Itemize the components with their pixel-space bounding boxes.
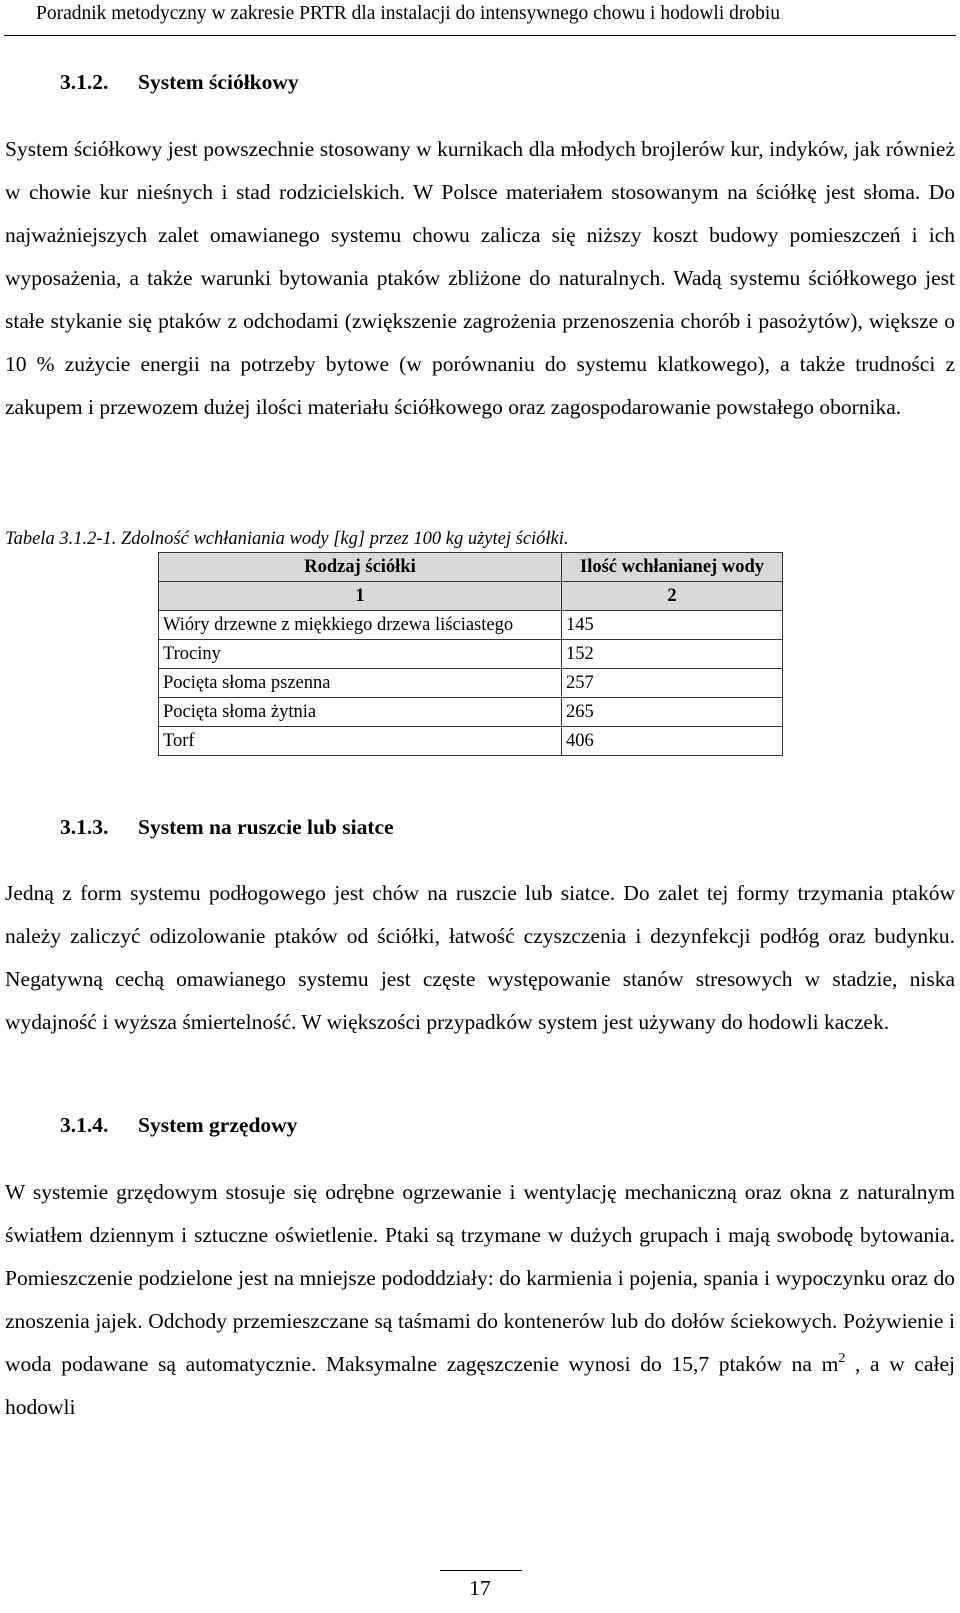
superscript-2: 2	[838, 1351, 846, 1366]
section-313-title: System na ruszcie lub siatce	[138, 815, 394, 839]
table-row	[159, 640, 783, 669]
section-313-paragraph: Jedną z form systemu podłogowego jest chów na ruszcie lub siatce. Do zalet tej formy trzymania ptaków należy zaliczyć odizolowanie ptaków od ściółki, łatwość czyszczenia i dezynfekcji podłóg oraz budynku. Negatywną cechą omawianego systemu jest częste występowanie stanów stresowych w stadzie, niska wydajność i wyższa śmiertelność. W większości przypadków system jest używany do hodowli kaczek.	[5, 881, 955, 1034]
section-314-number: 3.1.4.	[60, 1113, 109, 1137]
section-314-title: System grzędowy	[138, 1113, 298, 1137]
table-header-cell: Rodzaj ściółki	[159, 553, 562, 582]
table-row	[159, 698, 783, 727]
table-header-row	[159, 553, 783, 582]
table-cell: 145	[562, 611, 783, 640]
section-312-number: 3.1.2.	[60, 70, 109, 94]
section-313-number: 3.1.3.	[60, 815, 109, 839]
table-cell: Wióry drzewne z miękkiego drzewa liściastego	[159, 611, 562, 640]
section-312-paragraph: System ściółkowy jest powszechnie stosowany w kurnikach dla młodych brojlerów kur, indyków, jak również w chowie kur nieśnych i stad rodzicielskich. W Polsce materiałem stosowanym na ściółkę jest słoma. Do najważniejszych zalet omawianego systemu chowu zalicza się niższy koszt budowy pomieszczeń i ich wyposażenia, a także warunki bytowania ptaków zbliżone do naturalnych. Wadą systemu ściółkowego jest stałe stykanie się ptaków z odchodami (zwiększenie zagrożenia przenoszenia chorób i pasożytów), większe o 10 % zużycie energii na potrzeby bytowe (w porównaniu do systemu klatkowego), a także trudności z zakupem i przewozem dużej ilości materiału ściółkowego oraz zagospodarowanie powstałego obornika.	[5, 137, 955, 419]
header-rule	[4, 35, 956, 36]
table-cell: 257	[562, 669, 783, 698]
section-312-heading	[60, 70, 299, 95]
page-header	[0, 0, 960, 38]
table-cell: 406	[562, 727, 783, 756]
section-314-text-part2: , a w całej hodowli	[5, 1352, 955, 1419]
footer-rule	[440, 1570, 522, 1571]
table-row	[159, 727, 783, 756]
absorption-table	[158, 552, 783, 756]
header-title: Poradnik metodyczny w zakresie PRTR dla instalacji do intensywnego chowu i hodowli drobiu	[36, 3, 781, 24]
section-313-heading	[60, 815, 394, 840]
table-caption: Tabela 3.1.2-1. Zdolność wchłaniania wody [kg] przez 100 kg użytej ściółki.	[5, 529, 569, 549]
table-header-cell: Ilość wchłanianej wody	[562, 553, 783, 582]
table-cell: 152	[562, 640, 783, 669]
table-cell: 265	[562, 698, 783, 727]
section-314-paragraph	[5, 1171, 955, 1429]
page-number: 17	[469, 1576, 491, 1600]
table-cell: Pocięta słoma żytnia	[159, 698, 562, 727]
table-cell: Trociny	[159, 640, 562, 669]
table-row	[159, 669, 783, 698]
table-cell: Pocięta słoma pszenna	[159, 669, 562, 698]
section-312-title: System ściółkowy	[138, 70, 299, 94]
table-row	[159, 611, 783, 640]
table-cell: Torf	[159, 727, 562, 756]
section-314-heading	[60, 1113, 297, 1138]
table-index-cell: 2	[562, 582, 783, 611]
table-index-row	[159, 582, 783, 611]
section-314-text-part1: W systemie grzędowym stosuje się odrębne ogrzewanie i wentylację mechaniczną oraz okna z naturalnym światłem dziennym i sztuczne oświetlenie. Ptaki są trzymane w dużych grupach i mają swobodę bytowania. Pomieszczenie podzielone jest na mniejsze pododdziały: do karmienia i pojenia, spania i wypoczynku oraz do znoszenia jajek. Odchody przemieszczane są taśmami do kontenerów lub do dołów ściekowych. Pożywienie i woda podawane są automatycznie. Maksymalne zagęszczenie wynosi do 15,7 ptaków na m	[5, 1180, 955, 1376]
table-index-cell: 1	[159, 582, 562, 611]
